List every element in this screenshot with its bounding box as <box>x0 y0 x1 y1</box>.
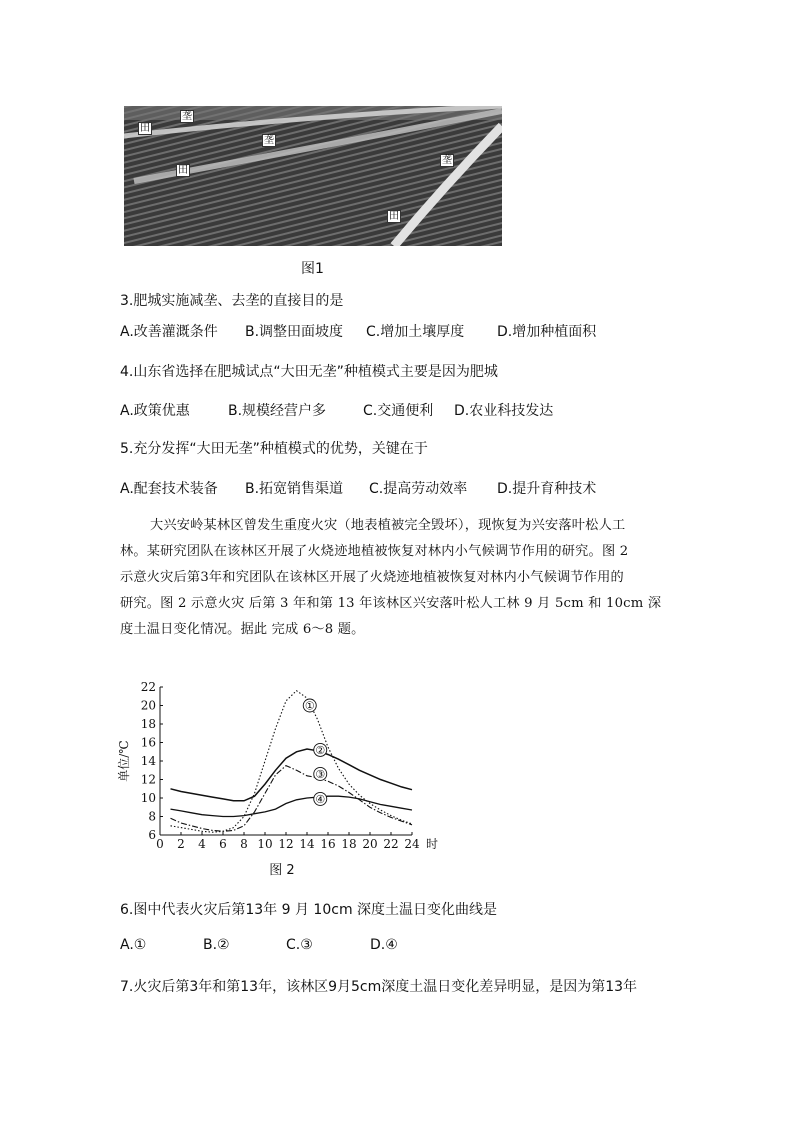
option-b[interactable]: B.拓宽销售渠道 <box>245 481 344 497</box>
option-b[interactable]: B.规模经营户多 <box>228 403 327 419</box>
x-tick-label: 24 <box>404 837 420 851</box>
question-6-stem: 6.图中代表火灾后第13年 9 月 10cm 深度土温日变化曲线是 <box>120 902 498 918</box>
x-tick-label: 12 <box>278 837 294 851</box>
y-tick-label: 18 <box>140 717 156 731</box>
series-line-3 <box>171 766 413 832</box>
option-c[interactable]: C.③ <box>286 937 313 953</box>
option-a[interactable]: A.配套技术装备 <box>120 481 218 497</box>
question-7-stem: 7.火灾后第3年和第13年，该林区9月5cm深度土温日变化差异明显，是因为第13年 <box>120 979 638 995</box>
figure-1-caption: 图1 <box>301 261 324 277</box>
y-tick-label: 12 <box>140 772 156 787</box>
option-c[interactable]: C.增加土壤厚度 <box>366 324 465 340</box>
option-c[interactable]: C.交通便利 <box>363 403 434 419</box>
soil-temperature-chart <box>112 678 452 878</box>
option-d[interactable]: D.农业科技发达 <box>454 403 554 419</box>
x-tick-label: 14 <box>299 837 315 851</box>
photo-label-ridge: 垄 <box>264 135 274 146</box>
photo-label-field: 田 <box>178 165 188 176</box>
photo-label-field: 田 <box>389 211 399 222</box>
option-b[interactable]: B.② <box>203 937 230 953</box>
photo-label-ridge: 垄 <box>442 155 452 166</box>
x-tick-label: 4 <box>198 837 206 851</box>
x-tick-label: 10 <box>257 837 273 851</box>
x-tick-label: 22 <box>383 837 399 851</box>
series-label-4: ④ <box>315 792 326 806</box>
x-tick-label: 2 <box>177 837 185 851</box>
y-axis-label: 单位/℃ <box>117 740 131 782</box>
passage-line: 研究。图 2 示意火灾 后第 3 年和第 13 年该林区兴安落叶松人工林 9 月 5cm 和 10cm 深 <box>120 596 662 611</box>
x-tick-label: 6 <box>219 837 227 851</box>
question-4-options <box>120 400 553 420</box>
question-3-stem: 3.肥城实施减垄、去垄的直接目的是 <box>120 293 344 309</box>
y-tick-label: 14 <box>140 754 156 768</box>
question-4-stem: 4.山东省选择在肥城试点“大田无垄”种植模式主要是因为肥城 <box>120 364 498 380</box>
passage-line: 示意火灾后第3年和究团队在该林区开展了火烧迹地植被恢复对林内小气候调节作用的 <box>120 570 624 585</box>
x-tick-label: 0 <box>156 837 164 851</box>
photo-label-field: 田 <box>140 123 150 134</box>
passage-line: 度土温日变化情况。据此 完成 6～8 题。 <box>120 622 365 637</box>
passage-line: 林。某研究团队在该林区开展了火烧迹地植被恢复对林内小气候调节作用的研究。图 2 <box>120 544 629 559</box>
series-line-2 <box>171 749 413 801</box>
x-tick-label: 18 <box>341 837 357 851</box>
question-3-options <box>120 321 596 341</box>
series-label-1: ① <box>304 699 315 713</box>
series-line-4 <box>171 796 413 816</box>
option-b[interactable]: B.调整田面坡度 <box>245 324 344 340</box>
photo-label-ridge: 垄 <box>182 111 192 122</box>
y-tick-label: 10 <box>140 791 156 805</box>
x-tick-label: 16 <box>320 837 336 851</box>
option-a[interactable]: A.改善灌溉条件 <box>120 324 218 340</box>
y-tick-label: 8 <box>148 809 156 824</box>
question-6-options <box>120 937 398 953</box>
question-5-stem: 5.充分发挥“大田无垄”种植模式的优势，关键在于 <box>120 441 428 457</box>
x-tick-label: 8 <box>240 837 248 851</box>
passage-line: 大兴安岭某林区曾发生重度火灾（地表植被完全毁坏），现恢复为兴安落叶松人工 <box>150 518 626 533</box>
option-a[interactable]: A.① <box>120 937 147 953</box>
option-d[interactable]: D.④ <box>370 937 398 953</box>
series-label-3: ③ <box>315 767 326 781</box>
option-d[interactable]: D.提升育种技术 <box>497 481 597 497</box>
series-line-1 <box>171 691 413 833</box>
x-tick-label: 20 <box>362 837 378 851</box>
x-axis-unit: 时 <box>426 837 439 851</box>
figure-2-caption: 图 2 <box>269 863 295 878</box>
field-photo <box>124 106 502 246</box>
option-c[interactable]: C.提高劳动效率 <box>369 481 468 497</box>
option-d[interactable]: D.增加种植面积 <box>497 324 597 340</box>
series-label-2: ② <box>315 743 326 757</box>
y-tick-label: 20 <box>140 698 156 713</box>
question-5-options <box>120 478 596 498</box>
reading-passage <box>120 513 680 643</box>
option-a[interactable]: A.政策优惠 <box>120 403 190 419</box>
y-tick-label: 6 <box>148 828 156 842</box>
y-tick-label: 16 <box>140 735 156 750</box>
y-tick-label: 22 <box>140 680 156 694</box>
